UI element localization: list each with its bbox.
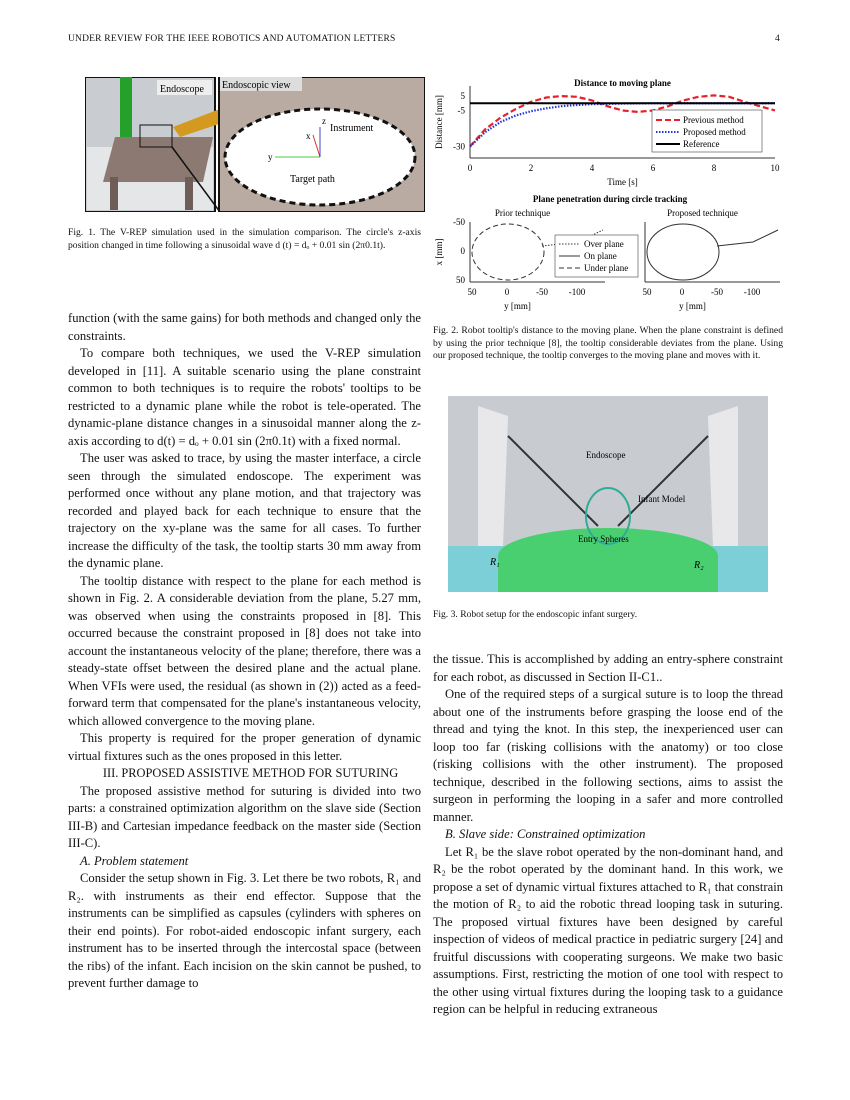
- left-column: [68, 310, 421, 993]
- axis-y-label: y: [268, 152, 273, 162]
- legend-label: Under plane: [584, 263, 629, 273]
- x-tick-label: -50: [536, 287, 548, 297]
- x-tick-label: 8: [711, 163, 717, 173]
- trajectory-circle: [472, 224, 544, 280]
- y-tick-label: -30: [453, 141, 465, 152]
- endoscope-label: Endoscope: [586, 450, 626, 460]
- x-tick-label: 4: [589, 163, 595, 173]
- section-heading: III. PROPOSED ASSISTIVE METHOD FOR SUTURING: [102, 766, 399, 780]
- legend-label: Over plane: [584, 239, 624, 249]
- fig2-chart: [430, 72, 790, 312]
- x-tick-label: 0: [504, 287, 510, 297]
- paragraph: To compare both techniques, we used the V-REP simulation developed in [11]. A suitable scenario using the plane constraint common to both techniques is to require the robots' tooltips to be restricted to a dynamic plane while the robot is tele-operated. The dynamic-plane distance changes in a sinusoidal manner along the z-axis according to d(t) = dₒ + 0.01 sin (2π0.1t) with a fixed normal.: [68, 346, 421, 448]
- x-tick-label: -100: [568, 287, 586, 297]
- y-tick-label: -5: [457, 105, 465, 116]
- instrument-label: Instrument: [330, 123, 374, 134]
- paragraph: the tissue. This is accomplished by adding an entry-sphere constraint for each robot, as discussed in Section II-C1..: [433, 652, 783, 684]
- fig1-caption: Fig. 1. The V-REP simulation used in the simulation comparison. The circle's z-axis position changed in time following a sinusoidal wave d (t) = dₒ + 0.01 sin (2π0.1t).: [68, 227, 421, 251]
- x-tick-label: -100: [743, 287, 761, 297]
- paragraph: The user was asked to trace, by using the master interface, a circle seen through the simulated endoscope. The experiment was performed once without any plane motion, and that trajectory was recorded and played back for each technique to ensure that the trajectory on the xy-plane was the same for all cases. To further increase the difficulty of the task, the tooltip starts 30 mm away from the dynamic plane.: [68, 451, 421, 570]
- fig3-image: [448, 396, 768, 592]
- x-tick-label: 0: [679, 287, 685, 297]
- panel-title: Prior technique: [494, 208, 551, 218]
- fig1-image: [85, 77, 425, 212]
- x-tick-label: 50: [642, 287, 652, 297]
- running-header: UNDER REVIEW FOR THE IEEE ROBOTICS AND AUTOMATION LETTERS: [68, 34, 396, 44]
- x-tick-label: 50: [467, 287, 477, 297]
- y-axis-label: x [mm]: [434, 238, 444, 266]
- right-column: [433, 651, 783, 1019]
- target-path-label: Target path: [290, 174, 335, 185]
- paragraph: This property is required for the proper generation of dynamic virtual fixtures such as the ones proposed in this letter.: [68, 731, 421, 763]
- y-axis-label: Distance [mm]: [434, 95, 444, 149]
- fig3-caption: Fig. 3. Robot setup for the endoscopic infant surgery.: [433, 609, 638, 620]
- legend-label: Reference: [683, 139, 720, 149]
- axis-x-label: x: [306, 131, 311, 141]
- panel-title: Proposed technique: [667, 208, 738, 218]
- endoscope-label: Endoscope: [160, 84, 204, 95]
- y-tick-label: -50: [453, 217, 465, 227]
- trajectory-approach: [717, 230, 778, 246]
- chart-title: Plane penetration during circle tracking: [532, 194, 688, 204]
- fig2-caption: Fig. 2. Robot tooltip's distance to the moving plane. When the plane constraint is defined by using the prior technique [8], the tooltip considerable deviates from the plane. Using our proposed technique, the tooltip converges to the moving plane and moves with it.: [433, 325, 783, 362]
- trajectory-circle: [647, 224, 719, 280]
- y-tick-label: 0: [460, 246, 465, 256]
- chart-title: Distance to moving plane: [574, 78, 671, 88]
- r1-label: R₁: [490, 557, 500, 568]
- r2-label: R₂: [694, 560, 704, 571]
- x-tick-label: 10: [770, 163, 780, 173]
- endoscopic-view-label: Endoscopic view: [222, 80, 291, 91]
- entry-spheres-label: Entry Spheres: [578, 534, 629, 544]
- subsection-heading: A. Problem statement: [80, 853, 189, 868]
- paragraph: The proposed assistive method for suturing is divided into two parts: a constrained optimization algorithm on the slave side (Section III-B) and Cartesian impedance feedback on the master side (Section III-C).: [68, 783, 421, 850]
- paragraph: The tooltip distance with respect to the plane for each method is shown in Fig. 2. A considerable deviation from the plane, 5.27 mm, was observed when using the constraints proposed in [8]. This occurred because the constraint proposed in [8] does not take into account the instantaneous velocity of the plane; therefore, there was a steady-state offset between the desired plane and the actual plane. When VFIs were used, the residual (as shown in (2)) acted as a feed-forward term that compensated for the plane's instantaneous velocity, which allowed convergence to the moving plane.: [68, 573, 421, 728]
- paragraph: function (with the same gains) for both methods and changed only the constraints.: [68, 311, 421, 343]
- paragraph: Let R₁ be the slave robot operated by the non-dominant hand, and R₂ be the robot operated by the dominant hand. In this work, we propose a set of dynamic virtual fixtures attached to R₁ that constrain the motion of R₂ to aid the robotic thread looping task in suturing. The proposed virtual fixtures have been designed by careful inspection of videos of medical practice in pediatric surgery [24] and fruitful discussions with cooperating surgeons. We make two basic assumptions. First, restricting the motion of one tool with respect to the other using virtual fixtures during the looping task to a guidance region can be helpful in reducing extraneous: [433, 844, 783, 1016]
- paragraph: Consider the setup shown in Fig. 3. Let there be two robots, R₁ and R₂. with instruments as their end effector. Suppose that the instruments can be simplified as capsules (cylinders with spheres on their end points). For robot-aided endoscopic infant surgery, each instrument has to be inserted through the intercostal space (between the ribs) of the infant. Each incision on the skin cannot be pushed, to prevent further damage to: [68, 871, 421, 990]
- x-tick-label: -50: [711, 287, 723, 297]
- y-tick-label: 5: [460, 91, 465, 102]
- x-tick-label: 0: [467, 163, 473, 173]
- infant-model-label: Infant Model: [638, 494, 686, 504]
- legend-label: Previous method: [683, 115, 744, 125]
- x-tick-label: 6: [650, 163, 656, 173]
- y-tick-label: 50: [456, 275, 465, 285]
- legend-label: On plane: [584, 251, 617, 261]
- x-axis-label: y [mm]: [504, 301, 531, 311]
- paragraph: One of the required steps of a surgical suture is to loop the thread about one of the instruments before grasping the loose end of the thread and tying the knot. In this step, the inexperienced user can loop too far (risking collisions with the anatomy) or too close (risking collisions with the other instrument). The proposed technique, described in the following sections, aims to assist the surgeon in performing the looping in a safer and more controlled manner.: [433, 687, 783, 824]
- axis-z-label: z: [322, 116, 326, 126]
- subsection-heading: B. Slave side: Constrained optimization: [445, 827, 646, 841]
- x-tick-label: 2: [528, 163, 534, 173]
- page-number: 4: [775, 34, 780, 44]
- legend-label: Proposed method: [683, 127, 746, 137]
- x-axis-label: y [mm]: [679, 301, 706, 311]
- x-axis-label: Time [s]: [607, 177, 638, 187]
